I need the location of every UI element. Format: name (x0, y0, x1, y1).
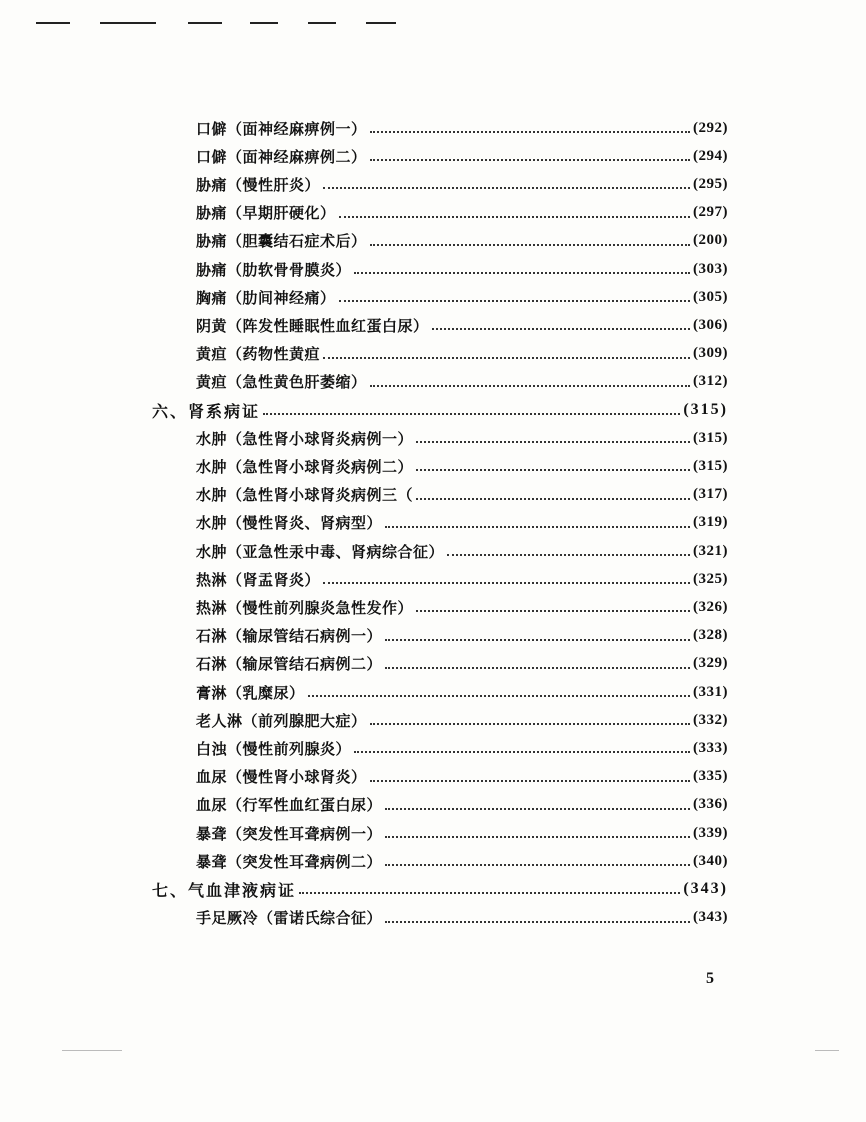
toc-entry-title: 水肿（急性肾小球肾炎病例一） (196, 429, 414, 448)
dot-leader (263, 413, 680, 415)
toc-entry-title: 血尿（行军性血红蛋白尿） (196, 796, 383, 815)
toc-entry-title: 血尿（慢性肾小球肾炎） (196, 768, 367, 787)
dot-leader (416, 610, 690, 612)
toc-entry-page: (295) (693, 175, 728, 192)
toc-entry-page: (309) (693, 345, 728, 362)
toc-section-heading (152, 877, 728, 901)
toc-entry (196, 849, 728, 873)
toc-entry-title: 暴聋（突发性耳聋病例一） (196, 824, 383, 843)
toc-entry-title: 胸痛（肋间神经痛） (196, 288, 336, 307)
toc-entry (196, 144, 728, 168)
toc-entry-title: 水肿（急性肾小球肾炎病例三（ (196, 486, 414, 505)
toc-entry (196, 736, 728, 760)
toc-entry-title: 阴黄（阵发性睡眠性血红蛋白尿） (196, 316, 429, 335)
top-rule-segment (100, 22, 156, 24)
toc-entry-title: 水肿（慢性肾炎、肾病型） (196, 514, 383, 533)
scan-speck (62, 1050, 122, 1051)
toc-entry-page: (305) (693, 288, 728, 305)
toc-entry-page: (319) (693, 514, 728, 531)
top-rule-segment (36, 22, 70, 24)
toc-entry (196, 765, 728, 789)
toc-entry-page: (303) (693, 260, 728, 277)
toc-entry-page: (335) (693, 768, 728, 785)
toc-entry-page: (325) (693, 570, 728, 587)
toc-entry-page: (331) (693, 683, 728, 700)
toc-entry-page: (315) (693, 429, 728, 446)
dot-leader (385, 639, 690, 641)
dot-leader (385, 667, 690, 669)
dot-leader (323, 187, 690, 189)
dot-leader (370, 385, 690, 387)
toc-entry-title: 手足厥冷（雷诺氏综合征） (196, 909, 383, 928)
toc-entry-page: (328) (693, 627, 728, 644)
page-number: 5 (706, 970, 714, 987)
dot-leader (385, 836, 690, 838)
top-rule-segment (188, 22, 222, 24)
toc-entry-title: 白浊（慢性前列腺炎） (196, 739, 352, 758)
toc-entry-title: 胁痛（慢性肝炎） (196, 175, 321, 194)
toc-entry (196, 342, 728, 366)
toc-entry (196, 793, 728, 817)
toc-entry-title: 热淋（慢性前列腺炎急性发作） (196, 598, 414, 617)
scan-speck (815, 1050, 839, 1051)
dot-leader (385, 526, 690, 528)
toc-entry (196, 652, 728, 676)
dot-leader (370, 159, 690, 161)
dot-leader (354, 751, 690, 753)
top-rule-segment (250, 22, 278, 24)
toc-entry (196, 370, 728, 394)
toc-entry-title: 热淋（肾盂肾炎） (196, 570, 321, 589)
toc-entry (196, 595, 728, 619)
dot-leader (308, 695, 690, 697)
dot-leader (416, 441, 690, 443)
toc-entry (196, 483, 728, 507)
dot-leader (354, 272, 690, 274)
toc-entry (196, 313, 728, 337)
toc-entry-page: (326) (693, 598, 728, 615)
toc-entry (196, 257, 728, 281)
toc-entry-title: 七、气血津液病证 (152, 880, 297, 900)
dot-leader (385, 864, 690, 866)
dot-leader (323, 357, 690, 359)
toc-entry (196, 285, 728, 309)
toc-entry-page: (306) (693, 316, 728, 333)
toc-entry-title: 石淋（输尿管结石病例二） (196, 655, 383, 674)
toc-entry (196, 624, 728, 648)
toc-entry-page: (315) (683, 401, 728, 418)
toc-entry-page: (340) (693, 852, 728, 869)
toc-entry-title: 六、肾系病证 (152, 401, 261, 421)
toc-entry (196, 567, 728, 591)
dot-leader (370, 244, 690, 246)
toc-entry-page: (333) (693, 739, 728, 756)
toc-entry-page: (343) (683, 880, 728, 898)
dot-leader (370, 780, 690, 782)
toc-entry-page: (312) (693, 373, 728, 390)
toc-entry-page: (292) (693, 119, 728, 136)
toc-entry-title: 水肿（急性肾小球肾炎病例二） (196, 457, 414, 476)
toc-entry (196, 539, 728, 563)
dot-leader (299, 892, 680, 894)
toc-entry (196, 201, 728, 225)
toc-entry-page: (339) (693, 824, 728, 841)
toc-entry (196, 229, 728, 253)
dot-leader (385, 921, 690, 923)
dot-leader (370, 723, 690, 725)
toc-entry-page: (315) (693, 457, 728, 474)
top-rule-segment (308, 22, 336, 24)
toc-entry-title: 黄疸（急性黄色肝萎缩） (196, 373, 367, 392)
toc-entry-page: (200) (693, 232, 728, 249)
toc-entry-title: 口僻（面神经麻痹例二） (196, 147, 367, 166)
toc-entry-page: (336) (693, 796, 728, 813)
toc-entry (196, 116, 728, 140)
dot-leader (370, 131, 690, 133)
toc-entry-title: 胁痛（肋软骨骨膜炎） (196, 260, 352, 279)
toc-entry-title: 暴聋（突发性耳聋病例二） (196, 852, 383, 871)
toc-entry (196, 172, 728, 196)
dot-leader (416, 469, 690, 471)
toc-entry-page: (294) (693, 147, 728, 164)
toc-entry-page: (329) (693, 655, 728, 672)
top-rule-segment (366, 22, 396, 24)
toc-entry-title: 石淋（输尿管结石病例一） (196, 627, 383, 646)
dot-leader (323, 582, 690, 584)
toc-entry-title: 黄疸（药物性黄疸 (196, 345, 321, 364)
toc-entry (196, 454, 728, 478)
dot-leader (432, 328, 690, 330)
toc-entry (196, 906, 728, 930)
toc-entry (196, 680, 728, 704)
toc-entry (196, 426, 728, 450)
toc-entry (196, 821, 728, 845)
toc-section-heading (152, 398, 728, 422)
toc-entry (196, 511, 728, 535)
toc-entry-title: 口僻（面神经麻痹例一） (196, 119, 367, 138)
dot-leader (385, 808, 690, 810)
toc-entry-page: (343) (693, 909, 728, 926)
toc-entry (196, 708, 728, 732)
dot-leader (339, 300, 690, 302)
toc-entry-page: (332) (693, 711, 728, 728)
toc-entry-title: 膏淋（乳糜尿） (196, 683, 305, 702)
dot-leader (339, 216, 690, 218)
toc-entry-page: (321) (693, 542, 728, 559)
toc-entry-title: 胁痛（胆囊结石症术后） (196, 232, 367, 251)
toc-entry-title: 胁痛（早期肝硬化） (196, 204, 336, 223)
dot-leader (416, 498, 690, 500)
toc-entry-title: 水肿（亚急性汞中毒、肾病综合征） (196, 542, 445, 561)
toc-entry-page: (297) (693, 204, 728, 221)
toc-entry-title: 老人淋（前列腺肥大症） (196, 711, 367, 730)
toc-entry-page: (317) (693, 486, 728, 503)
dot-leader (447, 554, 690, 556)
